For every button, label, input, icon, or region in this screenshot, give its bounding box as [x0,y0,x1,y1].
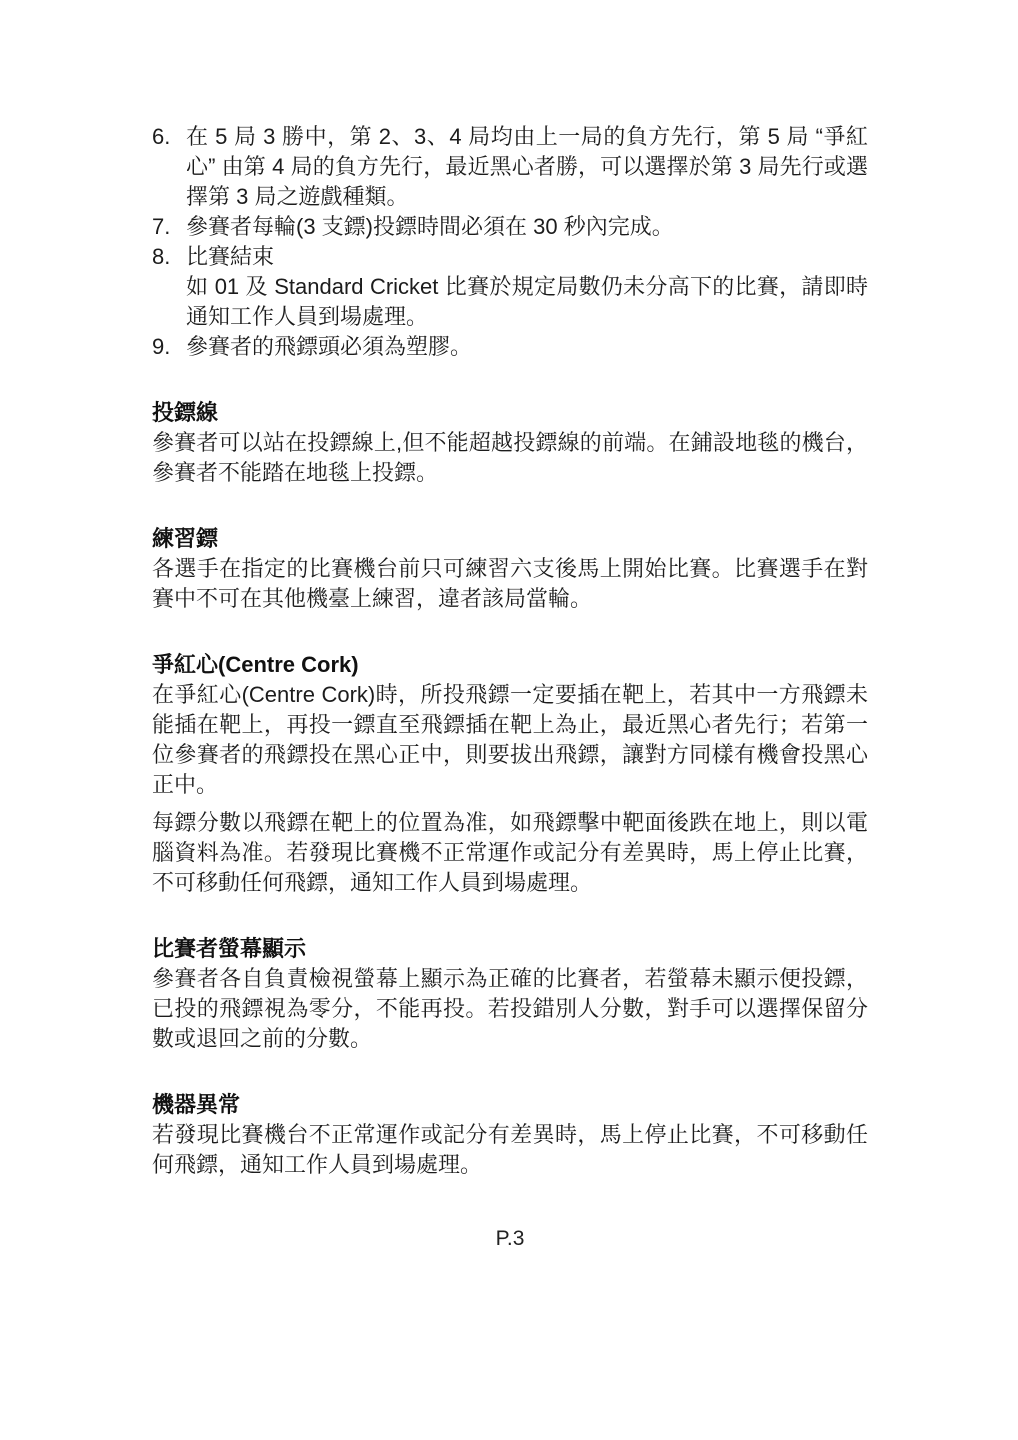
list-item-8 [152,242,868,332]
list-item-subtext: 如 01 及 Standard Cricket 比賽於規定局數仍未分高下的比賽，請即時通知工作人員到場處理。 [186,274,868,329]
section-paragraph: 若發現比賽機台不正常運作或記分有差異時，馬上停止比賽，不可移動任何飛鏢，通知工作人員到場處理。 [152,1122,868,1177]
section-paragraph: 在爭紅心(Centre Cork)時，所投飛鏢一定要插在靶上，若其中一方飛鏢未能插在靶上，再投一鏢直至飛鏢插在靶上為止，最近黑心者先行；若第一位參賽者的飛鏢投在黑心正中，則要拔出飛鏢，讓對方同樣有機會投黑心正中。 [152,682,868,797]
section-heading: 投鏢線 [152,400,219,425]
list-item-number: 9. [152,334,171,359]
section-paragraph: 各選手在指定的比賽機台前只可練習六支後馬上開始比賽。比賽選手在對賽中不可在其他機臺上練習，違者該局當輪。 [152,556,868,611]
section-player-screen-display [152,934,868,1054]
list-item-number: 6. [152,124,171,149]
list-item-text: 參賽者每輪(3 支鏢)投鏢時間必須在 30 秒內完成。 [186,214,674,239]
section-heading: 比賽者螢幕顯示 [152,936,307,961]
section-heading: 練習鏢 [152,526,219,551]
page-footer [152,1224,868,1254]
numbered-rules-list [152,122,868,362]
section-heading: 爭紅心(Centre Cork) [152,652,359,677]
section-machine-malfunction [152,1090,868,1180]
list-item-6 [152,122,868,212]
section-paragraph: 參賽者可以站在投鏢線上,但不能超越投鏢線的前端。在鋪設地毯的機台，參賽者不能踏在地毯上投鏢。 [152,430,868,485]
list-item-text: 在 5 局 3 勝中，第 2、3、4 局均由上一局的負方先行，第 5 局 “爭紅心” 由第 4 局的負方先行，最近黑心者勝，可以選擇於第 3 局先行或選擇第 3 局之遊戲種類。 [186,124,868,209]
section-centre-cork [152,650,868,898]
list-item-text: 參賽者的飛鏢頭必須為塑膠。 [186,334,473,359]
list-item-9 [152,332,868,362]
section-heading: 機器異常 [152,1092,241,1117]
section-paragraph: 參賽者各自負責檢視螢幕上顯示為正確的比賽者，若螢幕未顯示便投鏢，已投的飛鏢視為零分，不能再投。若投錯別人分數，對手可以選擇保留分數或退回之前的分數。 [152,966,868,1051]
section-throw-line [152,398,868,488]
list-item-number: 7. [152,214,171,239]
list-item-text: 比賽結束 [186,244,275,269]
section-paragraph: 每鏢分數以飛鏢在靶上的位置為准，如飛鏢擊中靶面後跌在地上，則以電腦資料為准。若發現比賽機不正常運作或記分有差異時，馬上停止比賽，不可移動任何飛鏢，通知工作人員到場處理。 [152,810,868,895]
page-number: P.3 [495,1227,525,1250]
list-item-number: 8. [152,244,171,269]
section-practice-darts [152,524,868,614]
list-item-7 [152,212,868,242]
